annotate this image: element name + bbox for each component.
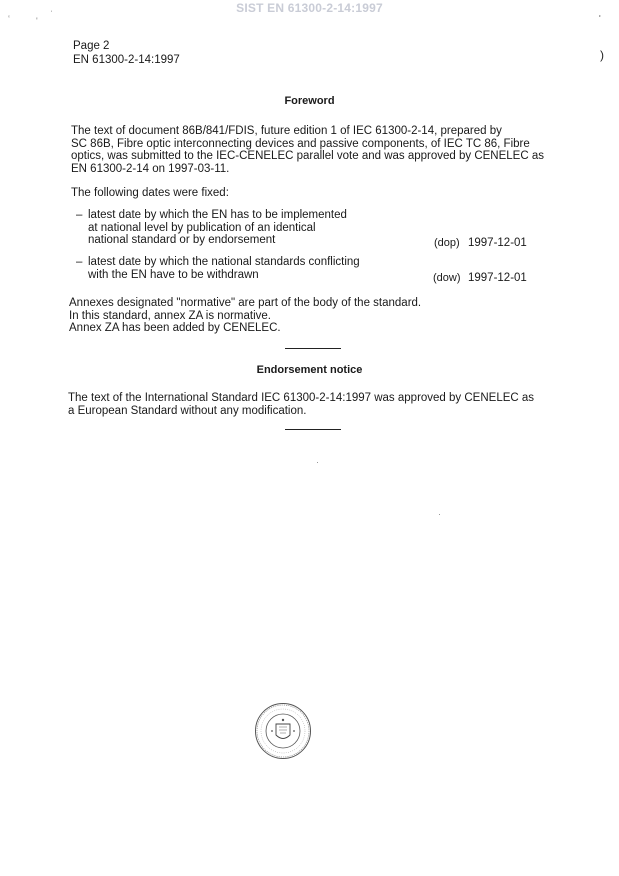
- scan-speck: ‛: [8, 14, 10, 24]
- section-divider: [285, 348, 341, 349]
- endorsement-paragraph: [68, 392, 559, 417]
- foreword-paragraph: [71, 125, 559, 175]
- document-id: EN 61300-2-14:1997: [73, 54, 180, 66]
- date-code-dop: (dop): [434, 237, 460, 249]
- list-dash: –: [76, 209, 83, 221]
- list-dash: –: [76, 256, 83, 268]
- scan-speck: ): [600, 48, 604, 62]
- date-item-line: national standard or by endorsement: [88, 234, 276, 246]
- endorsement-line: The text of the International Standard IEC 61300-2-14:1997 was approved by CENELEC as: [68, 392, 535, 404]
- date-value-dop: 1997-12-01: [468, 237, 527, 249]
- page-header: [73, 39, 180, 67]
- date-value-dow: 1997-12-01: [468, 272, 527, 284]
- date-item-line: with the EN have to be withdrawn: [88, 268, 259, 281]
- page-number: Page 2: [73, 40, 110, 52]
- endorsement-title: Endorsement notice: [256, 364, 363, 376]
- scan-speck: ·: [438, 509, 441, 519]
- section-divider: [285, 429, 341, 430]
- dates-intro: The following dates were fixed:: [71, 187, 229, 199]
- scan-speck: ʹ: [36, 16, 38, 26]
- date-item-line: latest date by which the national standards conflicting: [88, 256, 360, 268]
- foreword-line: optics, was submitted to the IEC-CENELEC parallel vote and was approved by CENELEC as: [71, 150, 544, 162]
- watermark: SIST EN 61300-2-14:1997: [236, 1, 383, 15]
- annex-line: Annex ZA has been added by CENELEC.: [69, 322, 281, 334]
- foreword-line: SC 86B, Fibre optic interconnecting devices and passive components, of IEC TC 86, Fibre: [71, 137, 530, 150]
- scan-speck: ʾ: [598, 14, 602, 26]
- date-item-line: latest date by which the EN has to be implemented: [88, 209, 347, 221]
- scan-speck: ·: [316, 457, 319, 467]
- annex-line: In this standard, annex ZA is normative.: [69, 309, 271, 322]
- foreword-line: The text of document 86B/841/FDIS, future edition 1 of IEC 61300-2-14, prepared by: [71, 125, 502, 137]
- date-code-dow: (dow): [433, 272, 461, 284]
- annex-line: Annexes designated "normative" are part of the body of the standard.: [69, 297, 422, 309]
- endorsement-line: a European Standard without any modification.: [68, 404, 307, 417]
- annex-notes: [69, 297, 421, 335]
- foreword-title: Foreword: [284, 95, 335, 107]
- official-stamp-icon: [254, 702, 312, 760]
- scan-speck: ˈ: [50, 9, 53, 19]
- foreword-line: EN 61300-2-14 on 1997-03-11.: [71, 162, 230, 175]
- date-item-line: at national level by publication of an identical: [88, 221, 316, 234]
